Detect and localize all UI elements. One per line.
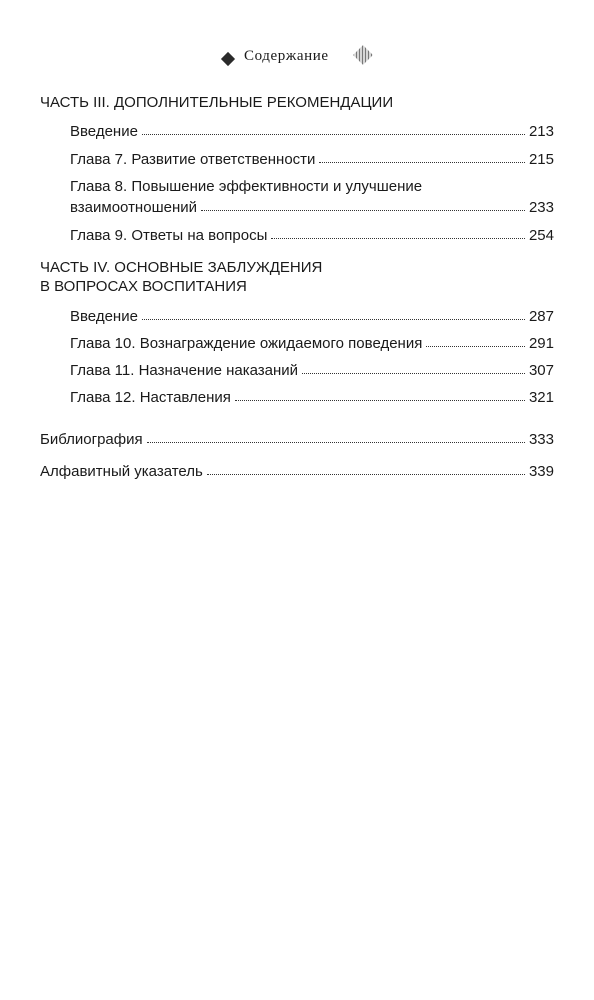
toc-entry[interactable] — [70, 198, 554, 217]
part-title-second-line: В ВОПРОСАХ ВОСПИТАНИЯ — [40, 278, 247, 295]
dot-leader — [235, 387, 525, 401]
toc-entry[interactable] — [70, 334, 554, 353]
dot-leader — [142, 306, 525, 320]
dot-leader — [147, 429, 525, 443]
toc-entry-page: 254 — [528, 227, 554, 244]
toc-entry-page: 215 — [528, 151, 554, 168]
toc-entry-label: Глава 9. Ответы на вопросы — [70, 227, 268, 244]
hatched-diamond-ornament-icon — [353, 45, 373, 65]
toc-entry-label: Алфавитный указатель — [40, 463, 203, 480]
dot-leader — [201, 197, 525, 211]
toc-entry-page: 339 — [528, 463, 554, 480]
toc-entry-label: Введение — [70, 308, 138, 325]
running-header-title: Содержание — [244, 48, 329, 64]
dot-leader — [426, 333, 525, 347]
dot-leader — [207, 461, 525, 475]
toc-entry-page: 213 — [528, 123, 554, 140]
toc-entry-page: 291 — [528, 335, 554, 352]
toc-entry-page: 321 — [528, 389, 554, 406]
dot-leader — [271, 225, 525, 239]
toc-entry-page: 333 — [528, 431, 554, 448]
toc-entry-label: Глава 12. Наставления — [70, 389, 231, 406]
part-title: ЧАСТЬ IV. ОСНОВНЫЕ ЗАБЛУЖДЕНИЯ — [40, 259, 323, 276]
dot-leader — [142, 121, 525, 135]
toc-entry[interactable] — [70, 361, 554, 380]
dark-diamond-ornament-icon — [221, 52, 235, 66]
toc-entry-page: 307 — [528, 362, 554, 379]
toc-entry[interactable] — [40, 430, 554, 449]
toc-entry-page: 233 — [528, 199, 554, 216]
toc-entry[interactable] — [70, 307, 554, 326]
toc-entry-label: Глава 10. Вознаграждение ожидаемого поведения — [70, 335, 423, 352]
toc-entry[interactable] — [70, 150, 554, 169]
toc-entry-label: Глава 7. Развитие ответственности — [70, 151, 316, 168]
toc-entry-label: Глава 11. Назначение наказаний — [70, 362, 299, 379]
toc-entry-label: Библиография — [40, 431, 143, 448]
toc-entry[interactable] — [40, 462, 554, 481]
toc-entry[interactable] — [70, 388, 554, 407]
toc-entry[interactable] — [70, 122, 554, 141]
toc-entry-label: Введение — [70, 123, 138, 140]
toc-entry-label: взаимоотношений — [70, 199, 197, 216]
toc-entry[interactable] — [70, 226, 554, 245]
running-header — [0, 44, 594, 74]
dot-leader — [302, 360, 525, 374]
toc-entry-page: 287 — [528, 308, 554, 325]
part-title: ЧАСТЬ III. ДОПОЛНИТЕЛЬНЫЕ РЕКОМЕНДАЦИИ — [40, 94, 394, 111]
dot-leader — [319, 149, 525, 163]
toc-entry-label-first-line: Глава 8. Повышение эффективности и улучшение — [70, 178, 423, 195]
